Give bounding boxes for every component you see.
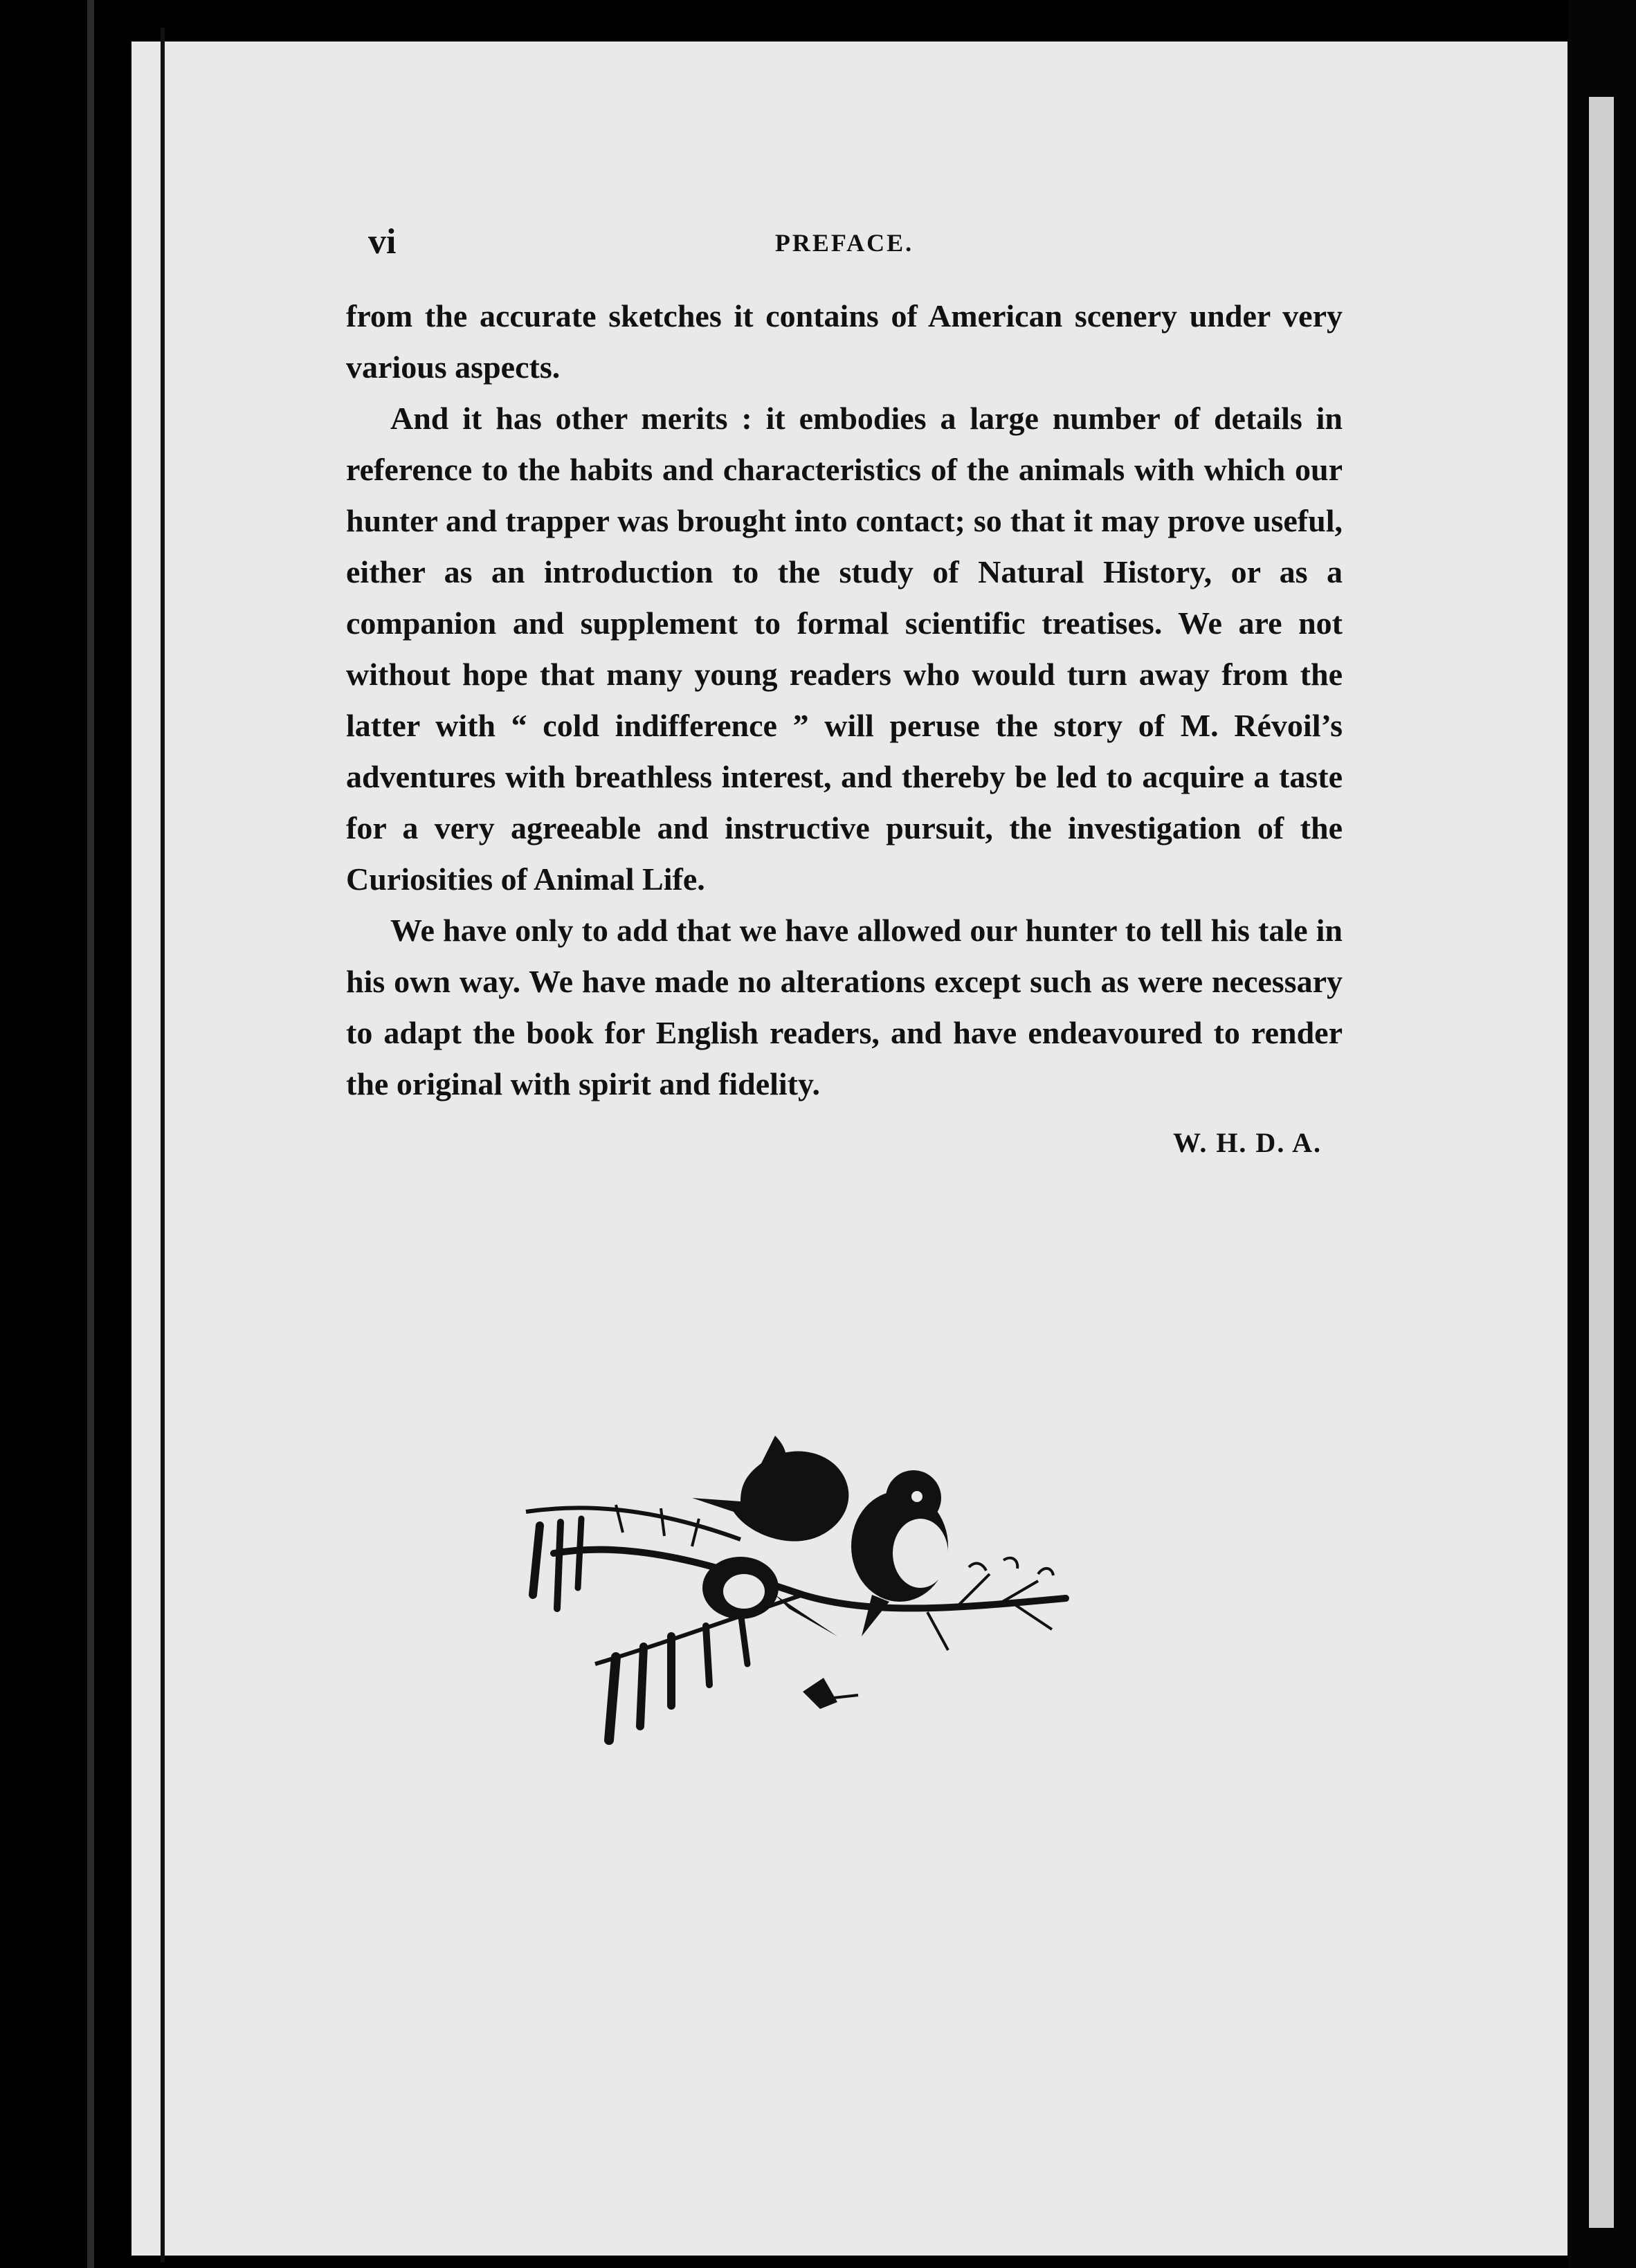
- signature-initials: W. H. D. A.: [1172, 1127, 1322, 1158]
- birds-on-branch-icon: [512, 1436, 1121, 1761]
- running-head: PREFACE.: [774, 229, 914, 257]
- page-header: [346, 221, 1343, 291]
- paragraph-merits: And it has other merits : it embodies a large number of details in reference to the habits and characteristics of the animals with which our hunter and trapper was brought into contact; so that it may prove useful, either as an introduction to the study of Natural History, or as a companion and supplement to formal scientific treatises. We are not without hope that many young readers who would turn away from the latter with “ cold indifference ” will peruse the story of M. Révoil’s adventures with breathless interest, and thereby be led to acquire a taste for a very agreeable and instructive pursuit, the investigation of the Curiosities of Animal Life.: [346, 401, 1343, 897]
- paragraph-closing: We have only to add that we have allowed our hunter to tell his tale in his own way. We have made no alterations except such as were necessary to adapt the book for English readers, and have endeavoured to render the original with spirit and fidelity.: [346, 913, 1343, 1101]
- gutter-shadow: [87, 0, 94, 2268]
- page-number: vi: [368, 222, 397, 262]
- page-edge-line: [161, 28, 165, 2262]
- body-text: [346, 291, 1343, 1110]
- paragraph-continuation: from the accurate sketches it contains of American scenery under very various aspects.: [346, 298, 1343, 385]
- next-page-sliver: [1589, 97, 1614, 2228]
- page-content: [346, 221, 1343, 1159]
